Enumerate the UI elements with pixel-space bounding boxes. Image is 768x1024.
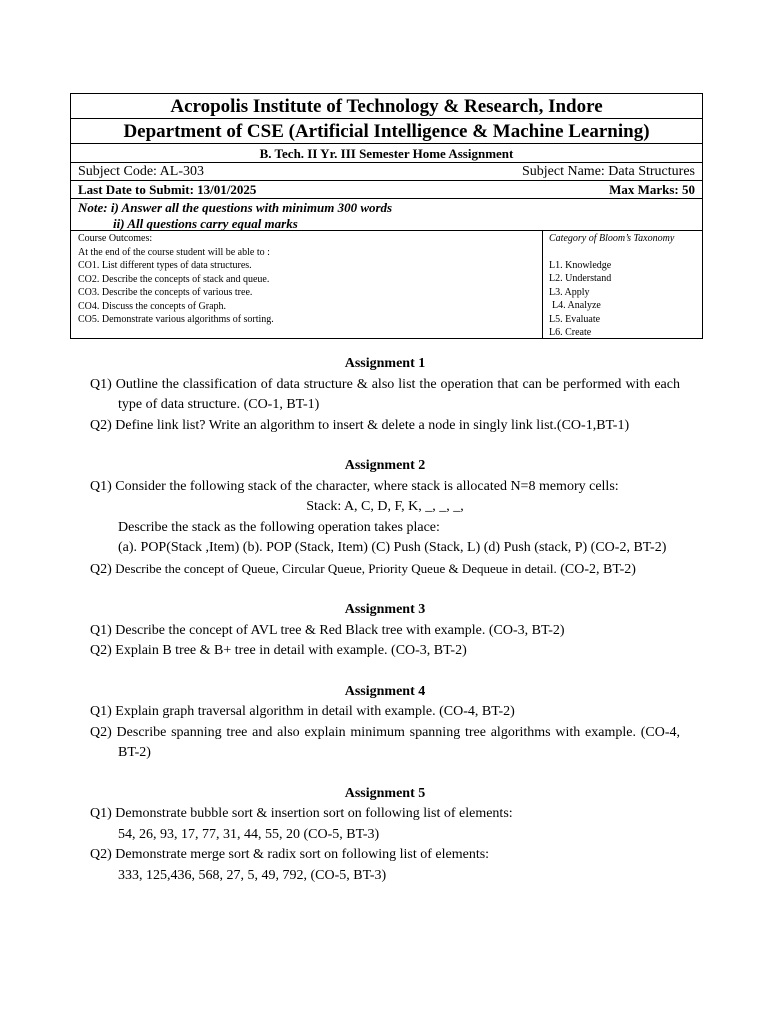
assignment-1 [90, 354, 680, 436]
question-prefix: Q2) [90, 561, 116, 577]
subject-name: Subject Name: Data Structures [521, 164, 695, 179]
blooms-title: Category of Bloom’s Taxonomy [549, 233, 675, 244]
co-intro: At the end of the course student will be able to : [78, 246, 270, 258]
course-outcomes [71, 231, 543, 338]
assignment-title: Assignment 4 [344, 683, 426, 699]
header-table [70, 93, 703, 339]
blooms-level: L2. Understand [549, 273, 612, 284]
question: Q2) Describe spanning tree and also explain minimum spanning tree algorithms with example. (CO-4, BT-2) [90, 724, 680, 760]
element-list: 333, 125,436, 568, 27, 5, 49, 792, (CO-5, BT-3) [118, 867, 387, 883]
question [90, 559, 680, 581]
institute-name: Acropolis Institute of Technology & Research, Indore [71, 94, 702, 119]
subject-row [71, 163, 702, 181]
assignment-title: Assignment 5 [344, 785, 426, 801]
assignment-5 [90, 784, 680, 887]
assignment-title: Assignment 1 [344, 356, 426, 371]
question: Q1) Outline the classification of data structure & also list the operation that can be performed with each type of data structure. (CO-1, BT-1) [90, 376, 680, 412]
co-item: CO1. List different types of data structures. [78, 260, 252, 271]
note-line-1: Note: i) Answer all the questions with minimum 300 words [78, 200, 393, 215]
date-marks-row [71, 181, 702, 199]
question-text: Describe the concept of Queue, Circular Queue, Priority Queue & Dequeue in detail. [115, 560, 557, 576]
question: Q2) Demonstrate merge sort & radix sort on following list of elements: [90, 847, 490, 862]
assignments-body [90, 354, 680, 906]
assignment-4 [90, 682, 680, 764]
assignment-title: Assignment 3 [344, 602, 426, 617]
co-item: CO3. Describe the concepts of various tree. [78, 287, 253, 298]
element-list: 54, 26, 93, 17, 77, 31, 44, 55, 20 (CO-5, BT-3) [118, 826, 380, 842]
question: Q1) Consider the following stack of the character, where stack is allocated N=8 memory cells: [90, 478, 619, 494]
note-line-2: ii) All questions carry equal marks [113, 216, 298, 231]
stack-contents: Stack: A, C, D, F, K, _, _, _, [306, 499, 464, 514]
question-detail: (a). POP(Stack ,Item) (b). POP (Stack, Item) (C) Push (Stack, L) (d) Push (stack, P) (CO-2, BT-2) [118, 540, 667, 555]
co-item: CO5. Demonstrate various algorithms of sorting. [78, 314, 274, 325]
co-item: CO4. Discuss the concepts of Graph. [78, 300, 227, 312]
blooms-level: L3. Apply [549, 286, 590, 298]
blooms-taxonomy [543, 231, 702, 338]
question: Q2) Define link list? Write an algorithm to insert & delete a node in singly link list.(CO-1,BT-1) [90, 417, 630, 433]
question: Q1) Demonstrate bubble sort & insertion sort on following list of elements: [90, 806, 513, 821]
question-detail: Describe the stack as the following operation takes place: [118, 519, 440, 535]
blooms-level: L4. Analyze [552, 300, 601, 311]
co-item: CO2. Describe the concepts of stack and queue. [78, 273, 270, 285]
question: Q2) Explain B tree & B+ tree in detail with example. (CO-3, BT-2) [90, 643, 467, 658]
question: Q1) Describe the concept of AVL tree & Red Black tree with example. (CO-3, BT-2) [90, 622, 565, 638]
department-name: Department of CSE (Artificial Intelligence & Machine Learning) [71, 119, 702, 144]
semester-title: B. Tech. II Yr. III Semester Home Assignment [71, 144, 702, 163]
assignment-title: Assignment 2 [344, 458, 426, 473]
blooms-level: L1. Knowledge [549, 259, 612, 271]
subject-code: Subject Code: AL-303 [78, 164, 204, 179]
co-title: Course Outcomes: [78, 233, 153, 244]
question-ref: (CO-2, BT-2) [556, 561, 636, 577]
last-date: Last Date to Submit: 13/01/2025 [78, 182, 257, 197]
blooms-level: L6. Create [549, 327, 592, 338]
max-marks: Max Marks: 50 [609, 182, 695, 197]
note [71, 199, 702, 231]
assignment-2 [90, 456, 680, 580]
question: Q1) Explain graph traversal algorithm in detail with example. (CO-4, BT-2) [90, 704, 515, 719]
blooms-level: L5. Evaluate [549, 313, 601, 325]
outcomes-row [71, 231, 702, 338]
assignment-3 [90, 600, 680, 662]
